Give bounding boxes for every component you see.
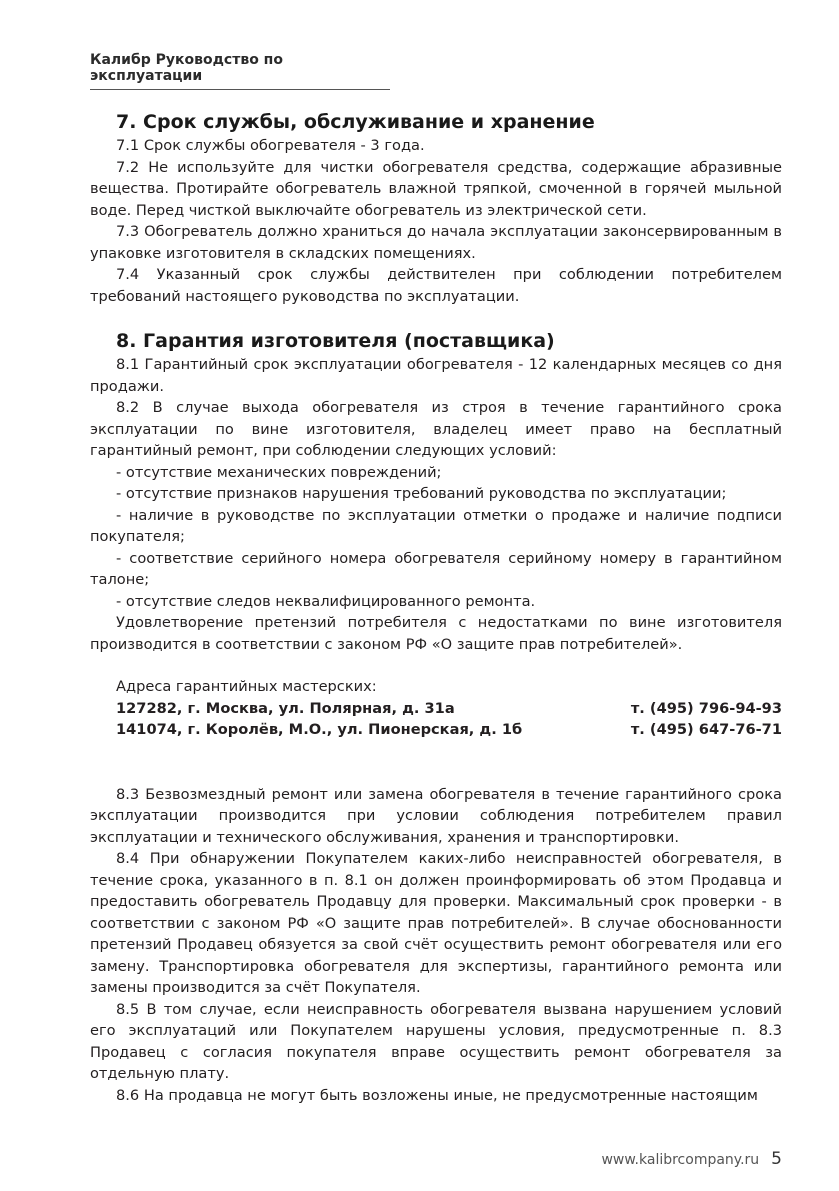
paragraph-8-2: 8.2 В случае выхода обогревателя из строя в течение гарантийного срока эксплуатации по вине изготовителя, владелец имеет право на бесплатный гарантийный ремонт, при соблюдении следующих условий: (90, 399, 782, 459)
condition-item: - отсутствие следов неквалифицированного ремонта. (116, 592, 536, 610)
service-addresses (90, 676, 782, 741)
section-8-continued (90, 784, 782, 1107)
condition-item: - отсутствие признаков нарушения требований руководства по эксплуатации; (116, 485, 727, 502)
address-row (116, 719, 782, 741)
paragraph-8-4: 8.4 При обнаружении Покупателем каких-либо неисправностей обогревателя, в течение срока, указанного в п. 8.1 он должен проинформировать об этом Продавца и предоставить обогреватель Продавцу для проверки. Максимальный срок проверки - в соответствии с законом РФ «О защите прав потребителей». В случае обоснованности претензий Продавец обязуется за свой счёт осуществить ремонт обогревателя или его замену. Транспортировка обогревателя для экспертизы, гарантийного ремонта или замены производится за счёт Покупателя. (90, 850, 782, 996)
paragraph-7-3: 7.3 Обогреватель должно храниться до начала эксплуатации законсервированным в упаковке изготовителя в складских помещениях. (90, 223, 782, 262)
paragraph-7-1: 7.1 Срок службы обогревателя - 3 года. (116, 137, 425, 154)
address-phone: т. (495) 647-76-71 (630, 721, 782, 738)
address-row (116, 698, 782, 720)
address-text: 141074, г. Королёв, М.О., ул. Пионерская, д. 1б (116, 721, 523, 738)
paragraph-8-3: 8.3 Безвозмездный ремонт или замена обогревателя в течение гарантийного срока эксплуатации производится при условии соблюдения потребителем правил эксплуатации и технического обслуживания, хранения и транспортировки. (90, 785, 782, 846)
addresses-label: Адреса гарантийных мастерских: (116, 678, 377, 695)
page-content (90, 109, 782, 1106)
address-text: 127282, г. Москва, ул. Полярная, д. 31а (116, 699, 455, 717)
condition-item: - соответствие серийного номера обогревателя серийному номеру в гарантийном талоне; (90, 549, 782, 588)
paragraph-8-1: 8.1 Гарантийный срок эксплуатации обогревателя - 12 календарных месяцев со дня продажи. (90, 356, 782, 395)
running-header: Калибр Руководство по эксплуатации (90, 52, 390, 90)
paragraph-8-5: 8.5 В том случае, если неисправность обогревателя вызвана нарушением условий его эксплуатаций или Покупателем нарушены условия, предусмотренные п. 8.3 Продавец с согласия покупателя вправе осуществить ремонт обогревателя за отдельную плату. (90, 1000, 782, 1082)
paragraph-7-2: 7.2 Не используйте для чистки обогревателя средства, содержащие абразивные вещества. Протирайте обогреватель влажной тряпкой, смоченной в горячей мыльной воде. Перед чисткой выключайте обогреватель из электрической сети. (90, 158, 782, 219)
address-phone: т. (495) 796-94-93 (630, 699, 782, 717)
paragraph-8-6: 8.6 На продавца не могут быть возложены иные, не предусмотренные настоящим (116, 1086, 758, 1104)
section-8-heading: 8. Гарантия изготовителя (поставщика) (116, 330, 555, 352)
claims-paragraph: Удовлетворение претензий потребителя с недостатками по вине изготовителя производится в соответствии с законом РФ «О защите прав потребителей». (90, 614, 782, 653)
page-footer (601, 1149, 782, 1169)
page-number: 5 (771, 1149, 782, 1169)
paragraph-7-4: 7.4 Указанный срок службы действителен при соблюдении потребителем требований настоящего руководства по эксплуатации. (90, 266, 782, 305)
condition-item: - отсутствие механических повреждений; (116, 463, 442, 481)
section-7-heading: 7. Срок службы, обслуживание и хранение (116, 111, 595, 133)
footer-url: www.kalibrcompany.ru (601, 1152, 760, 1168)
condition-item: - наличие в руководстве по эксплуатации отметки о продаже и наличие подписи покупателя; (90, 506, 782, 545)
